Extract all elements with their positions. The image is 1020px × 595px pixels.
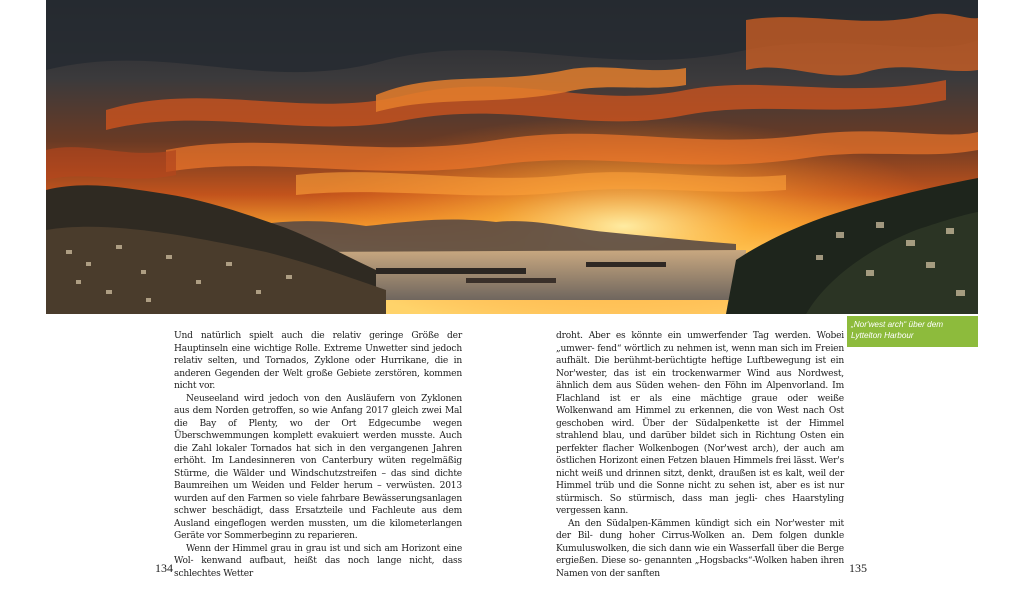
text-line: An den Südalpen-Kämmen kündigt sich ein Nor'wester mit der Bil- <box>556 518 844 541</box>
text-line: evakuiert werden musste. Auch die Zahl lokaler Tornados hat sich in <box>174 431 462 454</box>
text-line: Sommerbeginn zu reparieren. <box>224 531 358 541</box>
text-line: Ost geschoben wird. Über der Südalpenkette ist der Himmel strahlend <box>556 406 844 441</box>
text-line: kenwand aufbaut, heißt das noch lange nicht, dass schlechtes Wetter <box>174 556 462 579</box>
text-line: Fetzen blauen Himmels frei lässt. Wer's nicht weiß und drinnen sitzt, <box>556 456 845 479</box>
text-line: zu sehen ist, aber es ist nur stürmisch. So stürmisch, dass man jegli- <box>556 481 844 504</box>
text-line: Plenty, wo der Ort Edgecumbe wegen Überschwemmungen komplett <box>174 418 462 441</box>
text-line: ches Haarstyling vergessen kann. <box>556 493 844 516</box>
page-number-left: 134 <box>155 561 173 575</box>
text-line: genannten „Hogsbacks“-Wolken haben ihren Namen von der sanften <box>556 556 845 579</box>
caption-line-1: „Nor'west arch“ über dem <box>851 320 944 329</box>
text-line: eingeflogen werden mussten, um die kilometerlangen Geräte vor <box>174 518 462 541</box>
text-line: denkt, draußen ist es kalt, weil der Himmel trüb und die Sonne nicht <box>556 468 844 491</box>
text-line: eine wichtige Rolle. Extreme Unwetter sind jedoch relativ selten, und <box>174 343 462 366</box>
text-line: blau, und darüber bildet sich in Richtung Osten ein perfekter flacher <box>556 431 844 454</box>
photo-caption <box>847 316 978 347</box>
harbour-photo-illustration <box>46 0 978 314</box>
text-line: dung hoher Cirrus-Wolken an. Dem folgen dunkle Kumuluswolken, <box>556 531 844 554</box>
text-line: berühmt-berüchtigte heftige Luftbewegung ist ein Nor'wester, das ist <box>556 356 844 379</box>
text-line: Und natürlich spielt auch die relativ geringe Größe der Hauptinseln <box>174 331 462 354</box>
text-line: fend“ wörtlich zu nehmen ist, wenn man sich im Freien aufhält. Die <box>556 343 844 366</box>
text-line: 2013 wurden auf den Farmen so viele fahrbare Bewässerungsanlagen <box>174 481 462 504</box>
right-text-column <box>556 330 845 579</box>
paragraph <box>556 518 844 581</box>
text-line: große Gebiete zerstören, kommen nicht vor. <box>174 368 462 391</box>
harbour-sunset-photo <box>46 0 978 314</box>
page-number-right: 135 <box>849 561 867 575</box>
text-line: Tornados, Zyklone oder Hurrikane, die in anderen Gegenden der Welt <box>174 356 462 379</box>
text-line: schwer beschädigt, dass Ersatzteile und Fachleute aus dem Ausland <box>174 506 462 529</box>
text-line: Wenn der Himmel grau in grau ist und sich am Horizont eine Wol- <box>174 543 462 566</box>
text-line: sind dichte Baumreihen um Weiden und Felder herum – verwüsten. <box>174 468 462 491</box>
text-line: den Föhn im Alpenvorland. Im Flachland ist er als eine mächtige graue <box>556 381 844 404</box>
left-text-column <box>174 330 462 579</box>
paragraph <box>556 330 844 518</box>
text-line: Wolkenbogen (Nor'west arch), der auch am östlichen Horizont einen <box>556 443 844 466</box>
paragraph <box>174 543 462 581</box>
text-line: oder weiße Wolkenwand am Himmel zu erkennen, die von West nach <box>556 393 844 416</box>
paragraph <box>174 330 462 393</box>
text-line: die sich dann wie ein Wasserfall über die Berge ergießen. Diese so- <box>556 543 844 566</box>
paragraph <box>174 393 462 543</box>
text-line: dem Norden getroffen, so wie Anfang 2017 gleich zwei Mal die Bay of <box>174 406 462 429</box>
text-line: ein trockenwarmer Wind aus Nordwest, ähnlich dem aus Süden wehen- <box>556 368 844 391</box>
text-line: Neuseeland wird jedoch von den Ausläufern von Zyklonen aus <box>174 393 462 416</box>
text-line: den vergangenen Jahren erhöht. Im Landesinneren von Canterbury <box>174 443 462 466</box>
caption-line-2: Lyttelton Harbour <box>851 331 914 340</box>
text-line: droht. Aber es könnte ein umwerfender Tag werden. Wobei „umwer- <box>556 331 844 354</box>
text-line: wüten regelmäßig Stürme, die Wälder und Windschutzstreifen – das <box>174 456 462 479</box>
